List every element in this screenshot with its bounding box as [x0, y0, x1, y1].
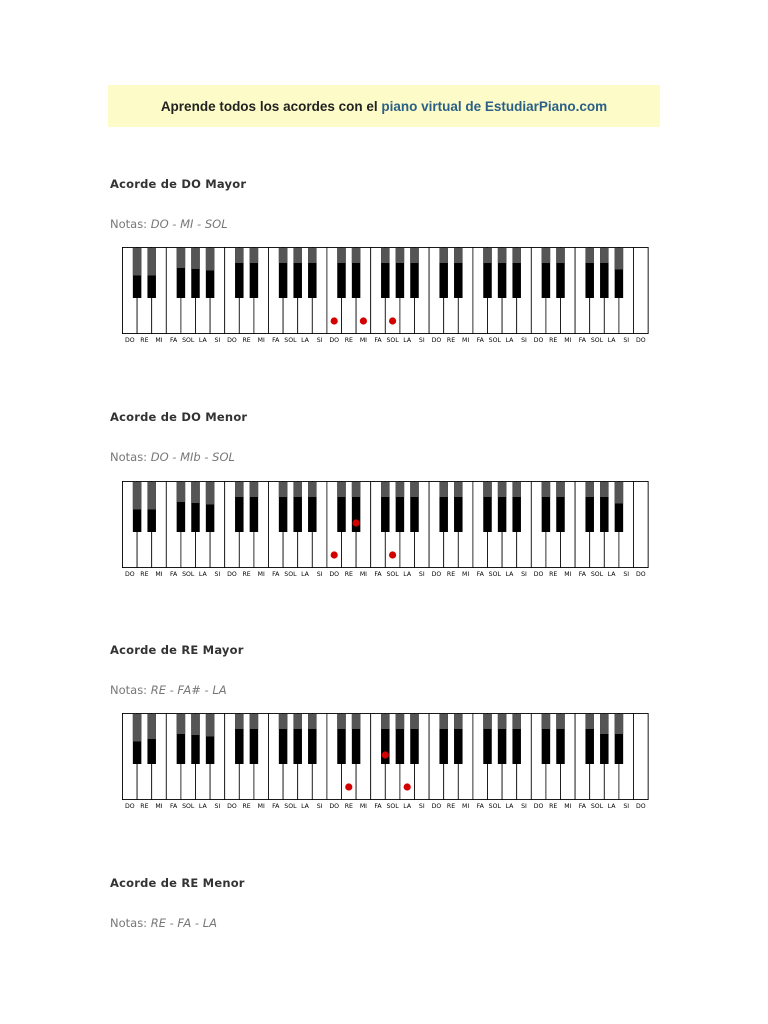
- white-key-label: DO: [124, 803, 135, 810]
- black-key-shade: [293, 482, 302, 497]
- notes-label: Notas:: [110, 916, 148, 930]
- white-key-label: SOL: [284, 337, 297, 344]
- white-key-label: MI: [564, 337, 572, 344]
- black-key-shade: [206, 482, 215, 505]
- black-key-shade: [191, 714, 200, 735]
- black-key-shade: [512, 248, 521, 263]
- white-key-label: SOL: [386, 571, 399, 578]
- black-key-shade: [512, 714, 521, 729]
- chord-note-marker: [404, 783, 411, 790]
- white-key-label: SI: [418, 337, 425, 344]
- chord-title: Acorde de DO Mayor: [110, 177, 247, 191]
- white-key-label: SOL: [488, 803, 501, 810]
- black-key-shade: [483, 248, 492, 263]
- white-key-label: DO: [227, 571, 237, 578]
- white-key-label: FA: [169, 803, 178, 810]
- black-key-shade: [308, 482, 317, 497]
- black-key-shade: [410, 482, 419, 497]
- chord-note-marker: [331, 317, 338, 324]
- white-key-label: DO: [533, 337, 544, 344]
- white-key-label: MI: [462, 803, 470, 810]
- black-key-shade: [133, 248, 142, 276]
- black-key-shade: [483, 714, 492, 729]
- white-key-label: SOL: [386, 337, 399, 344]
- white-key-label: LA: [403, 571, 412, 578]
- white-key-label: LA: [505, 571, 514, 578]
- white-key-label: FA: [272, 571, 280, 578]
- white-key-label: DO: [533, 803, 544, 810]
- white-key-label: RE: [140, 337, 149, 344]
- white-key-label: MI: [359, 337, 367, 344]
- white-key-label: LA: [505, 803, 514, 810]
- white-key-label: RE: [446, 571, 456, 578]
- white-key-label: LA: [198, 571, 207, 578]
- white-key-label: SI: [623, 571, 630, 578]
- black-key-shade: [235, 248, 244, 263]
- white-key-label: DO: [635, 337, 646, 344]
- white-key-label: RE: [344, 337, 353, 344]
- black-key-shade: [177, 248, 186, 268]
- white-key-label: LA: [403, 337, 412, 344]
- black-key-shade: [352, 482, 361, 497]
- black-key-shade: [293, 714, 302, 729]
- white-key-label: MI: [155, 571, 163, 578]
- white-key-label: MI: [257, 571, 265, 578]
- white-key-label: RE: [446, 803, 456, 810]
- black-key-shade: [396, 482, 405, 497]
- white-key-label: LA: [198, 803, 207, 810]
- white-key-label: FA: [374, 571, 382, 578]
- white-key-label: DO: [533, 571, 544, 578]
- white-key-label: RE: [549, 337, 558, 344]
- black-key-shade: [585, 248, 594, 263]
- banner-link[interactable]: piano virtual de EstudiarPiano.com: [381, 98, 608, 114]
- white-key-label: SI: [214, 803, 221, 810]
- white-key-label: DO: [329, 337, 340, 344]
- black-key-shade: [498, 482, 507, 497]
- white-key-label: SI: [316, 571, 323, 578]
- white-key-label: RE: [549, 803, 558, 810]
- white-key-label: MI: [462, 571, 470, 578]
- white-key-label: SI: [623, 337, 630, 344]
- white-key-label: DO: [227, 337, 237, 344]
- white-key-label: SI: [418, 803, 425, 810]
- black-key-shade: [250, 248, 259, 263]
- white-key-label: LA: [403, 803, 412, 810]
- black-key-shade: [600, 482, 609, 497]
- white-key-label: SI: [623, 803, 630, 810]
- white-key-label: DO: [431, 571, 442, 578]
- black-key-shade: [556, 714, 565, 729]
- black-key-shade: [542, 714, 551, 729]
- white-key-label: DO: [124, 571, 135, 578]
- white-key-label: SI: [316, 803, 323, 810]
- black-key-shade: [454, 482, 463, 497]
- black-key-shade: [381, 714, 390, 729]
- piano-keyboard[interactable]: [122, 247, 648, 347]
- black-key-shade: [235, 714, 244, 729]
- chord-title: Acorde de RE Menor: [110, 876, 245, 890]
- white-key-label: MI: [564, 803, 572, 810]
- notes-values: RE - FA - LA: [150, 916, 217, 930]
- chord-notes: [110, 217, 228, 231]
- white-key-label: LA: [301, 337, 309, 344]
- white-key-label: RE: [242, 803, 251, 810]
- black-key-shade: [556, 248, 565, 263]
- white-key-label: FA: [272, 803, 280, 810]
- white-key-label: SOL: [590, 337, 604, 344]
- black-key-shade: [279, 482, 288, 497]
- black-key-shade: [250, 482, 259, 497]
- white-key-label: SOL: [590, 803, 604, 810]
- black-key-shade: [279, 248, 288, 263]
- black-key-shade: [250, 714, 259, 729]
- white-key-label: FA: [272, 337, 280, 344]
- chord-notes: [110, 683, 227, 697]
- white-key-label: SI: [521, 803, 527, 810]
- black-key-shade: [177, 482, 186, 502]
- white-key-label: RE: [140, 803, 149, 810]
- white-key-label: LA: [607, 803, 616, 810]
- white-key-label: DO: [227, 803, 237, 810]
- white-key[interactable]: [634, 248, 649, 334]
- black-key-shade: [556, 482, 565, 497]
- chord-title: Acorde de RE Mayor: [110, 643, 244, 657]
- black-key-shade: [542, 482, 551, 497]
- white-key-label: LA: [505, 337, 514, 344]
- notes-values: RE - FA# - LA: [150, 683, 227, 697]
- white-key-label: LA: [301, 803, 309, 810]
- black-key-shade: [396, 714, 405, 729]
- notes-label: Notas:: [110, 683, 148, 697]
- white-key-label: MI: [155, 803, 163, 810]
- white-key-label: RE: [446, 337, 456, 344]
- banner-text: Aprende todos los acordes con el: [160, 98, 382, 114]
- black-key-shade: [396, 248, 405, 263]
- white-key-label: LA: [607, 571, 616, 578]
- black-key-shade: [585, 482, 594, 497]
- black-key-shade: [498, 714, 507, 729]
- white-key-label: SOL: [284, 571, 297, 578]
- chord-note-marker: [382, 751, 389, 758]
- notes-label: Notas:: [110, 217, 148, 231]
- white-key-label: RE: [344, 803, 353, 810]
- white-key-label: FA: [578, 337, 587, 344]
- black-key-shade: [439, 248, 448, 263]
- chord-title: Acorde de DO Menor: [110, 410, 248, 424]
- white-key-label: DO: [431, 803, 442, 810]
- black-key-shade: [454, 714, 463, 729]
- chord-notes: [110, 916, 217, 930]
- white-key-label: FA: [476, 803, 484, 810]
- black-key-shade: [279, 714, 288, 729]
- white-key-label: MI: [564, 571, 572, 578]
- black-key-shade: [147, 482, 156, 510]
- white-key-label: SOL: [182, 571, 195, 578]
- white-key-label: DO: [329, 803, 340, 810]
- black-key-shade: [133, 482, 142, 510]
- white-key-label: DO: [635, 571, 646, 578]
- black-key-shade: [615, 714, 624, 734]
- white-key-label: SOL: [488, 337, 501, 344]
- white-key-label: DO: [124, 337, 135, 344]
- black-key-shade: [542, 248, 551, 263]
- white-key-label: MI: [257, 337, 265, 344]
- white-key-label: MI: [462, 337, 470, 344]
- black-key-shade: [337, 482, 346, 497]
- black-key-shade: [147, 714, 156, 739]
- black-key-shade: [147, 248, 156, 276]
- white-key-label: SI: [316, 337, 323, 344]
- black-key-shade: [206, 714, 215, 737]
- piano-keyboard[interactable]: [122, 481, 648, 581]
- white-key-label: SOL: [284, 803, 297, 810]
- black-key-shade: [191, 482, 200, 503]
- black-key-shade: [352, 248, 361, 263]
- piano-keyboard[interactable]: [122, 713, 648, 813]
- white-key-label: FA: [578, 571, 587, 578]
- white-key-label: FA: [578, 803, 587, 810]
- white-key-label: MI: [155, 337, 163, 344]
- white-key-label: FA: [476, 337, 484, 344]
- black-key-shade: [585, 714, 594, 729]
- white-key-label: SI: [418, 571, 425, 578]
- black-key-shade: [483, 482, 492, 497]
- white-key-label: FA: [476, 571, 484, 578]
- white-key-label: RE: [344, 571, 353, 578]
- white-key-label: RE: [140, 571, 149, 578]
- black-key-shade: [337, 714, 346, 729]
- white-key[interactable]: [634, 482, 649, 568]
- black-key-shade: [177, 714, 186, 734]
- black-key-shade: [235, 482, 244, 497]
- white-key-label: MI: [359, 571, 367, 578]
- black-key-shade: [206, 248, 215, 271]
- black-key-shade: [498, 248, 507, 263]
- chord-note-marker: [331, 551, 338, 558]
- black-key-shade: [352, 714, 361, 729]
- chord-note-marker: [345, 783, 352, 790]
- black-key-shade: [293, 248, 302, 263]
- white-key[interactable]: [634, 714, 649, 800]
- chord-note-marker: [389, 317, 396, 324]
- white-key-label: SI: [521, 337, 527, 344]
- white-key-label: RE: [242, 337, 251, 344]
- black-key-shade: [410, 714, 419, 729]
- black-key-shade: [381, 248, 390, 263]
- black-key-shade: [381, 482, 390, 497]
- notes-values: DO - MIb - SOL: [150, 450, 235, 464]
- black-key-shade: [454, 248, 463, 263]
- white-key-label: FA: [374, 337, 382, 344]
- white-key-label: MI: [257, 803, 265, 810]
- white-key-label: SI: [214, 571, 221, 578]
- white-key-label: FA: [169, 571, 178, 578]
- white-key-label: SOL: [182, 337, 195, 344]
- black-key-shade: [439, 482, 448, 497]
- white-key-label: SI: [214, 337, 221, 344]
- white-key-label: LA: [607, 337, 616, 344]
- white-key-label: MI: [359, 803, 367, 810]
- notes-label: Notas:: [110, 450, 148, 464]
- chord-note-marker: [389, 551, 396, 558]
- white-key-label: DO: [635, 803, 646, 810]
- black-key-shade: [410, 248, 419, 263]
- black-key-shade: [439, 714, 448, 729]
- white-key-label: DO: [431, 337, 442, 344]
- promo-banner: [108, 85, 660, 127]
- white-key-label: SOL: [488, 571, 501, 578]
- black-key-shade: [133, 714, 142, 742]
- black-key-shade: [615, 482, 624, 504]
- chord-notes: [110, 450, 235, 464]
- black-key-shade: [600, 248, 609, 263]
- black-key-shade: [308, 714, 317, 729]
- black-key-shade: [600, 714, 609, 734]
- white-key-label: SOL: [386, 803, 399, 810]
- white-key-label: SOL: [182, 803, 195, 810]
- black-key-shade: [191, 248, 200, 269]
- black-key-shade: [615, 248, 624, 270]
- white-key-label: SOL: [590, 571, 604, 578]
- white-key-label: RE: [242, 571, 251, 578]
- black-key-shade: [308, 248, 317, 263]
- white-key-label: LA: [301, 571, 309, 578]
- chord-note-marker: [353, 519, 360, 526]
- white-key-label: DO: [329, 571, 340, 578]
- black-key-shade: [337, 248, 346, 263]
- chord-note-marker: [360, 317, 367, 324]
- white-key-label: FA: [169, 337, 178, 344]
- white-key-label: SI: [521, 571, 527, 578]
- white-key-label: RE: [549, 571, 558, 578]
- white-key-label: FA: [374, 803, 382, 810]
- notes-values: DO - MI - SOL: [150, 217, 228, 231]
- black-key-shade: [512, 482, 521, 497]
- white-key-label: LA: [198, 337, 207, 344]
